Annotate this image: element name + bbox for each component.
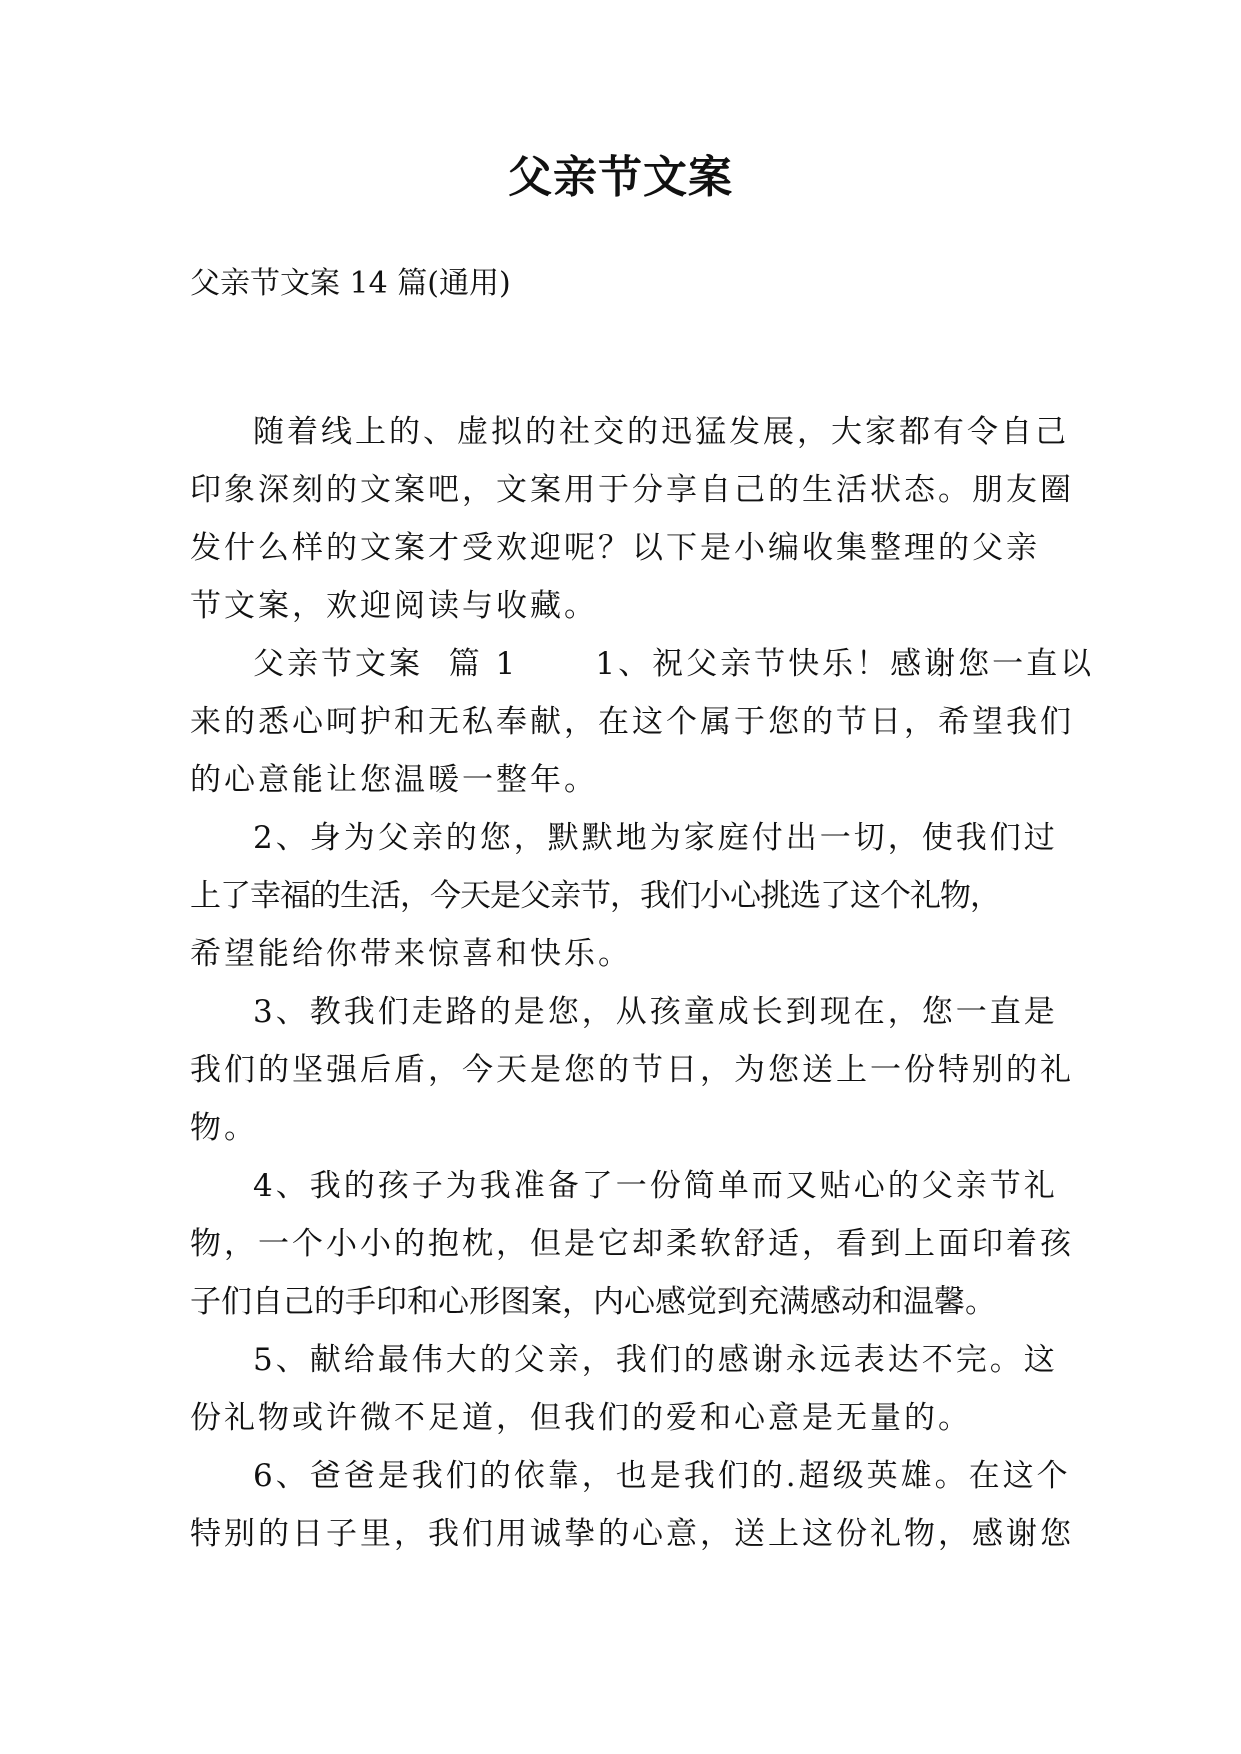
paragraph-intro [190, 403, 1074, 635]
paragraph-line: 的心意能让您温暖一整年。 [190, 762, 598, 798]
paragraph-line: 印象深刻的文案吧，文案用于分享自己的生活状态。朋友圈 [190, 472, 1074, 508]
paragraph-line: 节文案，欢迎阅读与收藏。 [190, 588, 598, 624]
paragraph-item-2 [190, 809, 1060, 983]
paragraph-line: 来的悉心呵护和无私奉献，在这个属于您的节日，希望我们 [190, 704, 1074, 740]
paragraph-item-5 [190, 1331, 1060, 1447]
paragraph-line: 6、爸爸是我们的依靠，也是我们的.超级英雄。在这个 [253, 1458, 1071, 1494]
paragraph-line: 我们的坚强后盾，今天是您的节日，为您送上一份特别的礼 [190, 1052, 1074, 1088]
paragraph-item-6 [190, 1447, 1074, 1563]
paragraph-item-3 [190, 983, 1074, 1157]
paragraph-item-1 [190, 635, 1095, 809]
paragraph-line: 随着线上的、虚拟的社交的迅猛发展，大家都有令自己 [253, 414, 1069, 450]
paragraph-line: 3、教我们走路的是您，从孩童成长到现在，您一直是 [253, 994, 1058, 1030]
paragraph-line: 物。 [190, 1110, 258, 1146]
paragraph-line: 特别的日子里，我们用诚挚的心意，送上这份礼物，感谢您 [190, 1516, 1074, 1552]
paragraph-line: 希望能给你带来惊喜和快乐。 [190, 936, 632, 972]
paragraph-line: 4、我的孩子为我准备了一份简单而又贴心的父亲节礼 [253, 1168, 1058, 1204]
paragraph-line: 物，一个小小的抱枕，但是它却柔软舒适，看到上面印着孩 [190, 1226, 1074, 1262]
paragraph-item-4 [190, 1157, 1074, 1331]
document-subtitle: 父亲节文案 14 篇(通用) [190, 266, 511, 301]
document-title: 父亲节文案 [508, 152, 733, 203]
paragraph-line: 发什么样的文案才受欢迎呢？以下是小编收集整理的父亲 [190, 530, 1040, 566]
paragraph-line: 5、献给最伟大的父亲，我们的感谢永远表达不完。这 [253, 1342, 1058, 1378]
paragraph-line: 上了幸福的生活，今天是父亲节，我们小心挑选了这个礼物， [190, 878, 1000, 914]
paragraph-line: 份礼物或许微不足道，但我们的爱和心意是无量的。 [190, 1400, 972, 1436]
paragraph-line: 子们自己的手印和心形图案，内心感觉到充满感动和温馨。 [190, 1284, 996, 1320]
paragraph-line: 父亲节文案 篇 1 1、祝父亲节快乐！感谢您一直以 [253, 646, 1095, 682]
document-body [190, 403, 1095, 1563]
paragraph-line: 2、身为父亲的您，默默地为家庭付出一切，使我们过 [253, 820, 1058, 856]
